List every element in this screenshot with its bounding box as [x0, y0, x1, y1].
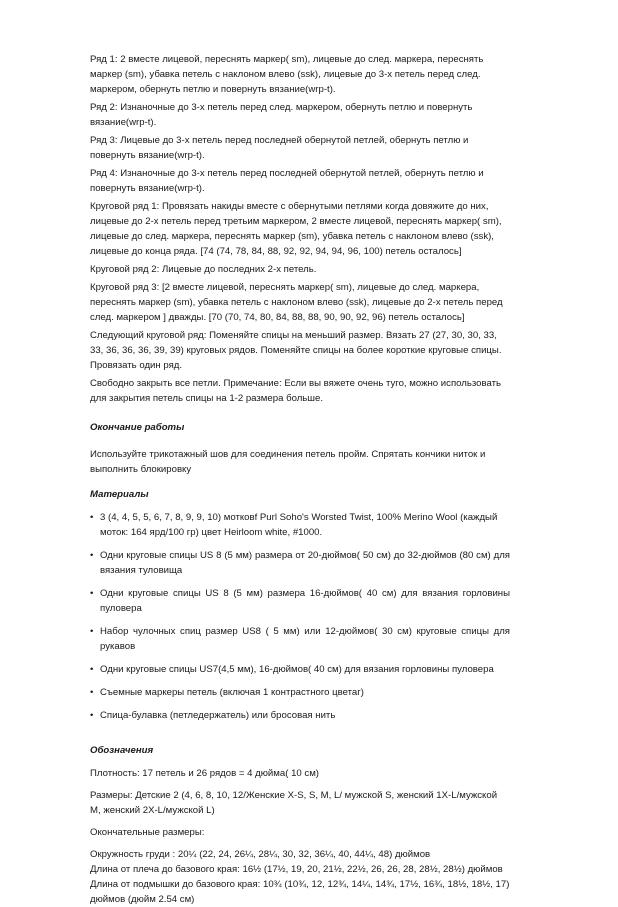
bullet-icon: •	[90, 710, 94, 721]
document-page	[90, 52, 510, 907]
gauge-text: Плотность: 17 петель и 26 рядов = 4 дюйма( 10 см)	[90, 768, 320, 779]
sizes-text: Размеры: Детские 2 (4, 6, 8, 10, 12/Женские X-S, S, M, L/ мужской S, женский 1X-L/мужской M, женский 2X-L/мужской L)	[90, 790, 498, 816]
chest-text: Окружность груди : 20¼ (22, 24, 26¼, 28¼, 30, 32, 36¼, 40, 44¼, 48) дюймов	[90, 849, 431, 860]
list-item	[90, 708, 510, 723]
final-sizes-label: Окончательные размеры:	[90, 827, 205, 838]
material-text: Спица-булавка (петледержатель) или бросовая нить	[100, 710, 336, 721]
material-text: Одни круговые спицы US7(4,5 мм), 16-дюймов( 40 см) для вязания горловины пуловера	[100, 664, 494, 675]
row-2-text: Ряд 2: Изнаночные до 3-х петель перед след. маркером, обернуть петлю и повернуть вязание(wrp-t).	[90, 102, 473, 128]
bind-off-text: Свободно закрыть все петли. Примечание: Если вы вяжете очень туго, можно использовать для закрытия петель спицы на 1-2 размера больше.	[90, 378, 502, 404]
bullet-icon: •	[90, 550, 94, 561]
list-item	[90, 586, 510, 616]
bullet-icon: •	[90, 512, 94, 523]
round-1-text: Круговой ряд 1: Провязать накиды вместе с обернутыми петлями когда довяжите до них, лицевые до 2-х петель перед третьим маркером, 2 вместе лицевой, переснять маркер( sm), лицевые до след. маркера, переснять маркер (sm), убавка петель с наклоном влево (ssk), лицевые до конца ряда. [74 (74, 78, 84, 88, 92, 92, 94, 94, 96, 100) петель осталось]	[90, 201, 502, 257]
material-text: Одни круговые спицы US 8 (5 мм) размера 16-дюймов( 40 см) для вязания горловины пуловера	[100, 588, 510, 614]
next-round-text: Следующий круговой ряд: Поменяйте спицы на меньший размер. Вязать 27 (27, 30, 30, 33, 33, 36, 36, 36, 39, 39) круговых рядов. Поменяйте спицы на более короткие круговые спицы. Провязать один ряд.	[90, 330, 502, 371]
finishing-heading: Окончание работы	[90, 422, 185, 433]
bullet-icon: •	[90, 588, 94, 599]
materials-heading: Материалы	[90, 489, 149, 500]
round-2-text: Круговой ряд 2: Лицевые до последних 2-х петель.	[90, 264, 317, 275]
notation-heading: Обозначения	[90, 745, 154, 756]
materials-list	[90, 510, 510, 723]
material-text: Одни круговые спицы US 8 (5 мм) размера от 20-дюймов( 50 см) до 32-дюймов (80 см) для вязания туловища	[100, 550, 510, 576]
length-text: Длина от плеча до базового края: 16½ (17½, 19, 20, 21½, 22½, 26, 26, 28, 28½, 28½) дюймов	[90, 864, 503, 875]
list-item	[90, 685, 510, 700]
row-4-text: Ряд 4: Изнаночные до 3-х петель перед последней обернутой петлей, обернуть петлю и повернуть вязание(wrp-t).	[90, 168, 484, 194]
list-item	[90, 662, 510, 677]
finishing-text: Используйте трикотажный шов для соединения петель пройм. Спрятать кончики ниток и выполнить блокировку	[90, 449, 486, 475]
material-text: Съемные маркеры петель (включая 1 контрастного цветаг)	[100, 687, 364, 698]
bullet-icon: •	[90, 626, 94, 637]
round-3-text: Круговой ряд 3: [2 вместе лицевой, переснять маркер( sm), лицевые до след. маркера, переснять маркер (sm), убавка петель с наклоном влево (ssk), лицевые до 2-х петель перед след. маркером ] дважды. [70 (70, 74, 80, 84, 88, 88, 90, 90, 92, 96) петель осталось]	[90, 282, 503, 323]
list-item	[90, 548, 510, 578]
material-text: Набор чулочных спиц размер US8 ( 5 мм) или 12-дюймов( 30 см) круговые спицы для рукавов	[100, 626, 510, 652]
material-text: 3 (4, 4, 5, 5, 6, 7, 8, 9, 9, 10) мотковf Purl Soho's Worsted Twist, 100% Merino Wool (каждый моток: 164 ярд/100 гр) цвет Heirloom white, #1000.	[100, 512, 498, 538]
pattern-rows	[90, 52, 510, 406]
row-3-text: Ряд 3: Лицевые до 3-х петель перед последней обернутой петлей, обернуть петлю и повернуть вязание(wrp-t).	[90, 135, 469, 161]
list-item	[90, 624, 510, 654]
row-1-text: Ряд 1: 2 вместе лицевой, переснять маркер( sm), лицевые до след. маркера, переснять маркер (sm), убавка петель с наклоном влево (ssk), лицевые до 3-х петель перед след. маркером, обернуть петлю и повернуть вязание(wrp-t).	[90, 54, 484, 95]
armhole-text: Длина от подмышки до базового края: 10¾ (10¾, 12, 12¾, 14¼, 14¾, 17½, 16¾, 18½, 18½, 17) дюймов (дюйм 2.54 см)	[90, 879, 510, 905]
list-item	[90, 510, 510, 540]
bullet-icon: •	[90, 687, 94, 698]
bullet-icon: •	[90, 664, 94, 675]
